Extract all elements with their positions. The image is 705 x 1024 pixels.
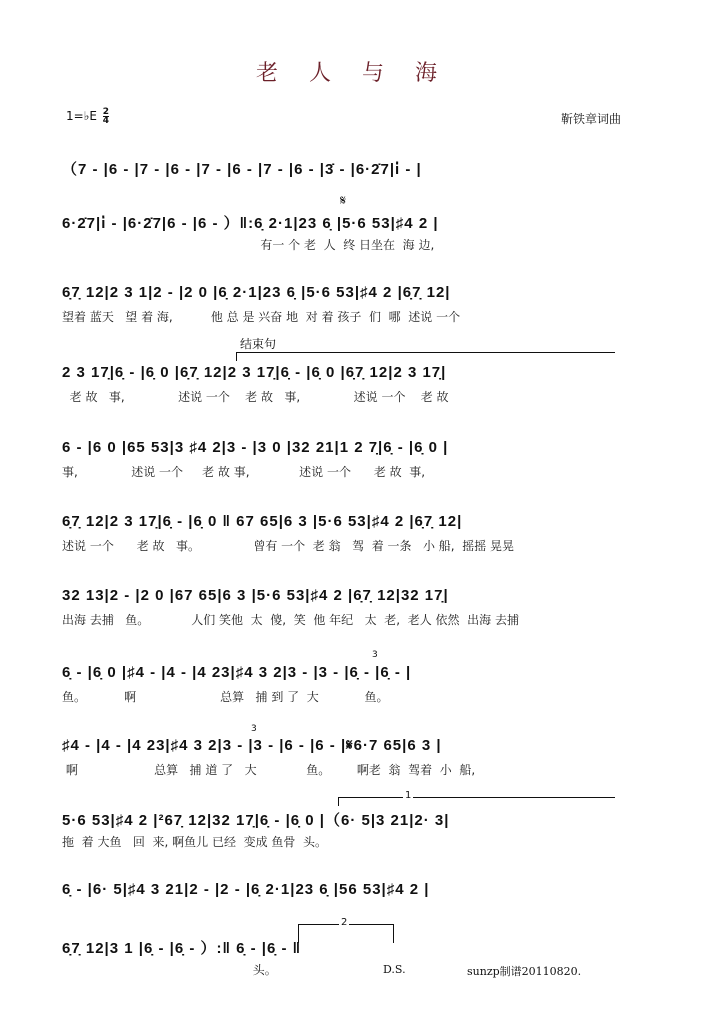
notes: 6 - |6 0 |65 53|3 ♯4 2|3 - |3 0 |32 21|1 2 7̣|6̣ - |6̣ 0 | bbox=[62, 439, 449, 456]
notes: （7 - |6 - |7 - |6 - |7 - |6 - |7 - |6 - |3̇ - |6·2̇7|i̇ - | bbox=[62, 161, 422, 178]
volta-2-bracket bbox=[298, 917, 394, 943]
lyrics: 老 故 事, 述说 一个 老 故 事, 述说 一个 老 故 bbox=[62, 390, 449, 404]
notes: ♯4 - |4 - |4 23|♯4 3 2|3 - |3 - |6 - |6 - |𝄋6·7 65|6 3 | bbox=[62, 737, 442, 754]
key-and-time-signature bbox=[66, 108, 109, 125]
ending-phrase-bracket bbox=[236, 352, 615, 361]
lyrics: 望着 蓝天 望 着 海, 他 总 是 兴奋 地 对 着 孩子 们 哪 述说 一个 bbox=[62, 310, 461, 324]
notes: 6̣ - |6· 5|♯4 3 21|2 - |2 - |6̣ 2·1|23 6̣ |56 53|♯4 2 | bbox=[62, 881, 430, 898]
ds-marking: D.S. bbox=[383, 963, 406, 976]
notes: 32 13|2 - |2 0 |67 65|6 3 |5·6 53|♯4 2 |6̣7̣ 12|32 17̣| bbox=[62, 587, 449, 604]
song-title: 老 人 与 海 bbox=[256, 61, 449, 86]
notes: 5·6 53|♯4 2 |²67̣ 12|32 17̣|6̣ - |6̣ 0 |（6· 5|3 21|2· 3| bbox=[62, 812, 450, 829]
lyrics: 啊 总算 捕 道 了 大 鱼。 啊老 翁 驾着 小 船, bbox=[62, 763, 476, 777]
notes: 2 3 17̣|6̣ - |6̣ 0 |6̣7̣ 12|2 3 17̣|6̣ - |6̣ 0 |6̣7̣ 12|2 3 17̣| bbox=[62, 364, 447, 381]
time-signature: $\frac{2}{4}$ bbox=[102, 107, 110, 126]
lyrics: 头。 bbox=[62, 963, 277, 977]
notes: 6·2̇7|i̇ - |6·2̇7|6 - |6 - ）‖:6̣ 2·1|23 6̣ |5·6 53|♯4 2 | bbox=[62, 215, 439, 232]
lyrics: 事, 述说 一个 老 故 事, 述说 一个 老 故 事, bbox=[62, 465, 426, 479]
volta-2-label: 2 bbox=[341, 917, 348, 928]
lyrics: 出海 去捕 鱼。 人们 笑他 太 傻, 笑 他 年纪 太 老, 老人 依然 出海 去捕 bbox=[62, 613, 519, 627]
composer-credit: 靳铁章词曲 bbox=[560, 112, 621, 126]
triplet-marker: 3 bbox=[251, 724, 257, 734]
notes: 6̣ - |6̣ 0 |♯4 - |4 - |4 23|♯4 3 2|3 - |3 - |6̣ - |6̣ - | bbox=[62, 664, 412, 681]
lyrics: 鱼。 啊 总算 捕 到 了 大 鱼。 bbox=[62, 690, 389, 704]
triplet-marker: 3 bbox=[372, 650, 378, 660]
key-signature: 1=♭E bbox=[66, 109, 97, 123]
transcriber-credit: sunzp制谱20110820. bbox=[467, 965, 582, 978]
volta-1-label: 1 bbox=[405, 790, 412, 801]
ending-phrase-label: 结束句 bbox=[240, 337, 277, 351]
notes: 6̣7̣ 12|2 3 17̣|6̣ - |6̣ 0 ‖ 67 65|6 3 |5·6 53|♯4 2 |6̣7̣ 12| bbox=[62, 513, 463, 530]
notes: 6̣7̣ 12|3 1 |6̣ - |6̣ - ）:‖ 6̣ - |6̣ - ‖ bbox=[62, 940, 302, 957]
segno-icon: 𝄋 bbox=[340, 193, 347, 209]
notes: 6̣7̣ 12|2 3 1|2 - |2 0 |6̣ 2·1|23 6̣ |5·6 53|♯4 2 |6̣7̣ 12| bbox=[62, 284, 451, 301]
volta-1-bracket bbox=[338, 790, 615, 806]
lyrics: 述说 一个 老 故 事。 曾有 一个 老 翁 驾 着 一条 小 船, 摇摇 晃晃 bbox=[62, 539, 515, 553]
lyrics: 有一 个 老 人 终 日坐在 海 边, bbox=[62, 238, 435, 252]
lyrics: 拖 着 大鱼 回 来, 啊鱼儿 已经 变成 鱼骨 头。 bbox=[62, 835, 328, 849]
